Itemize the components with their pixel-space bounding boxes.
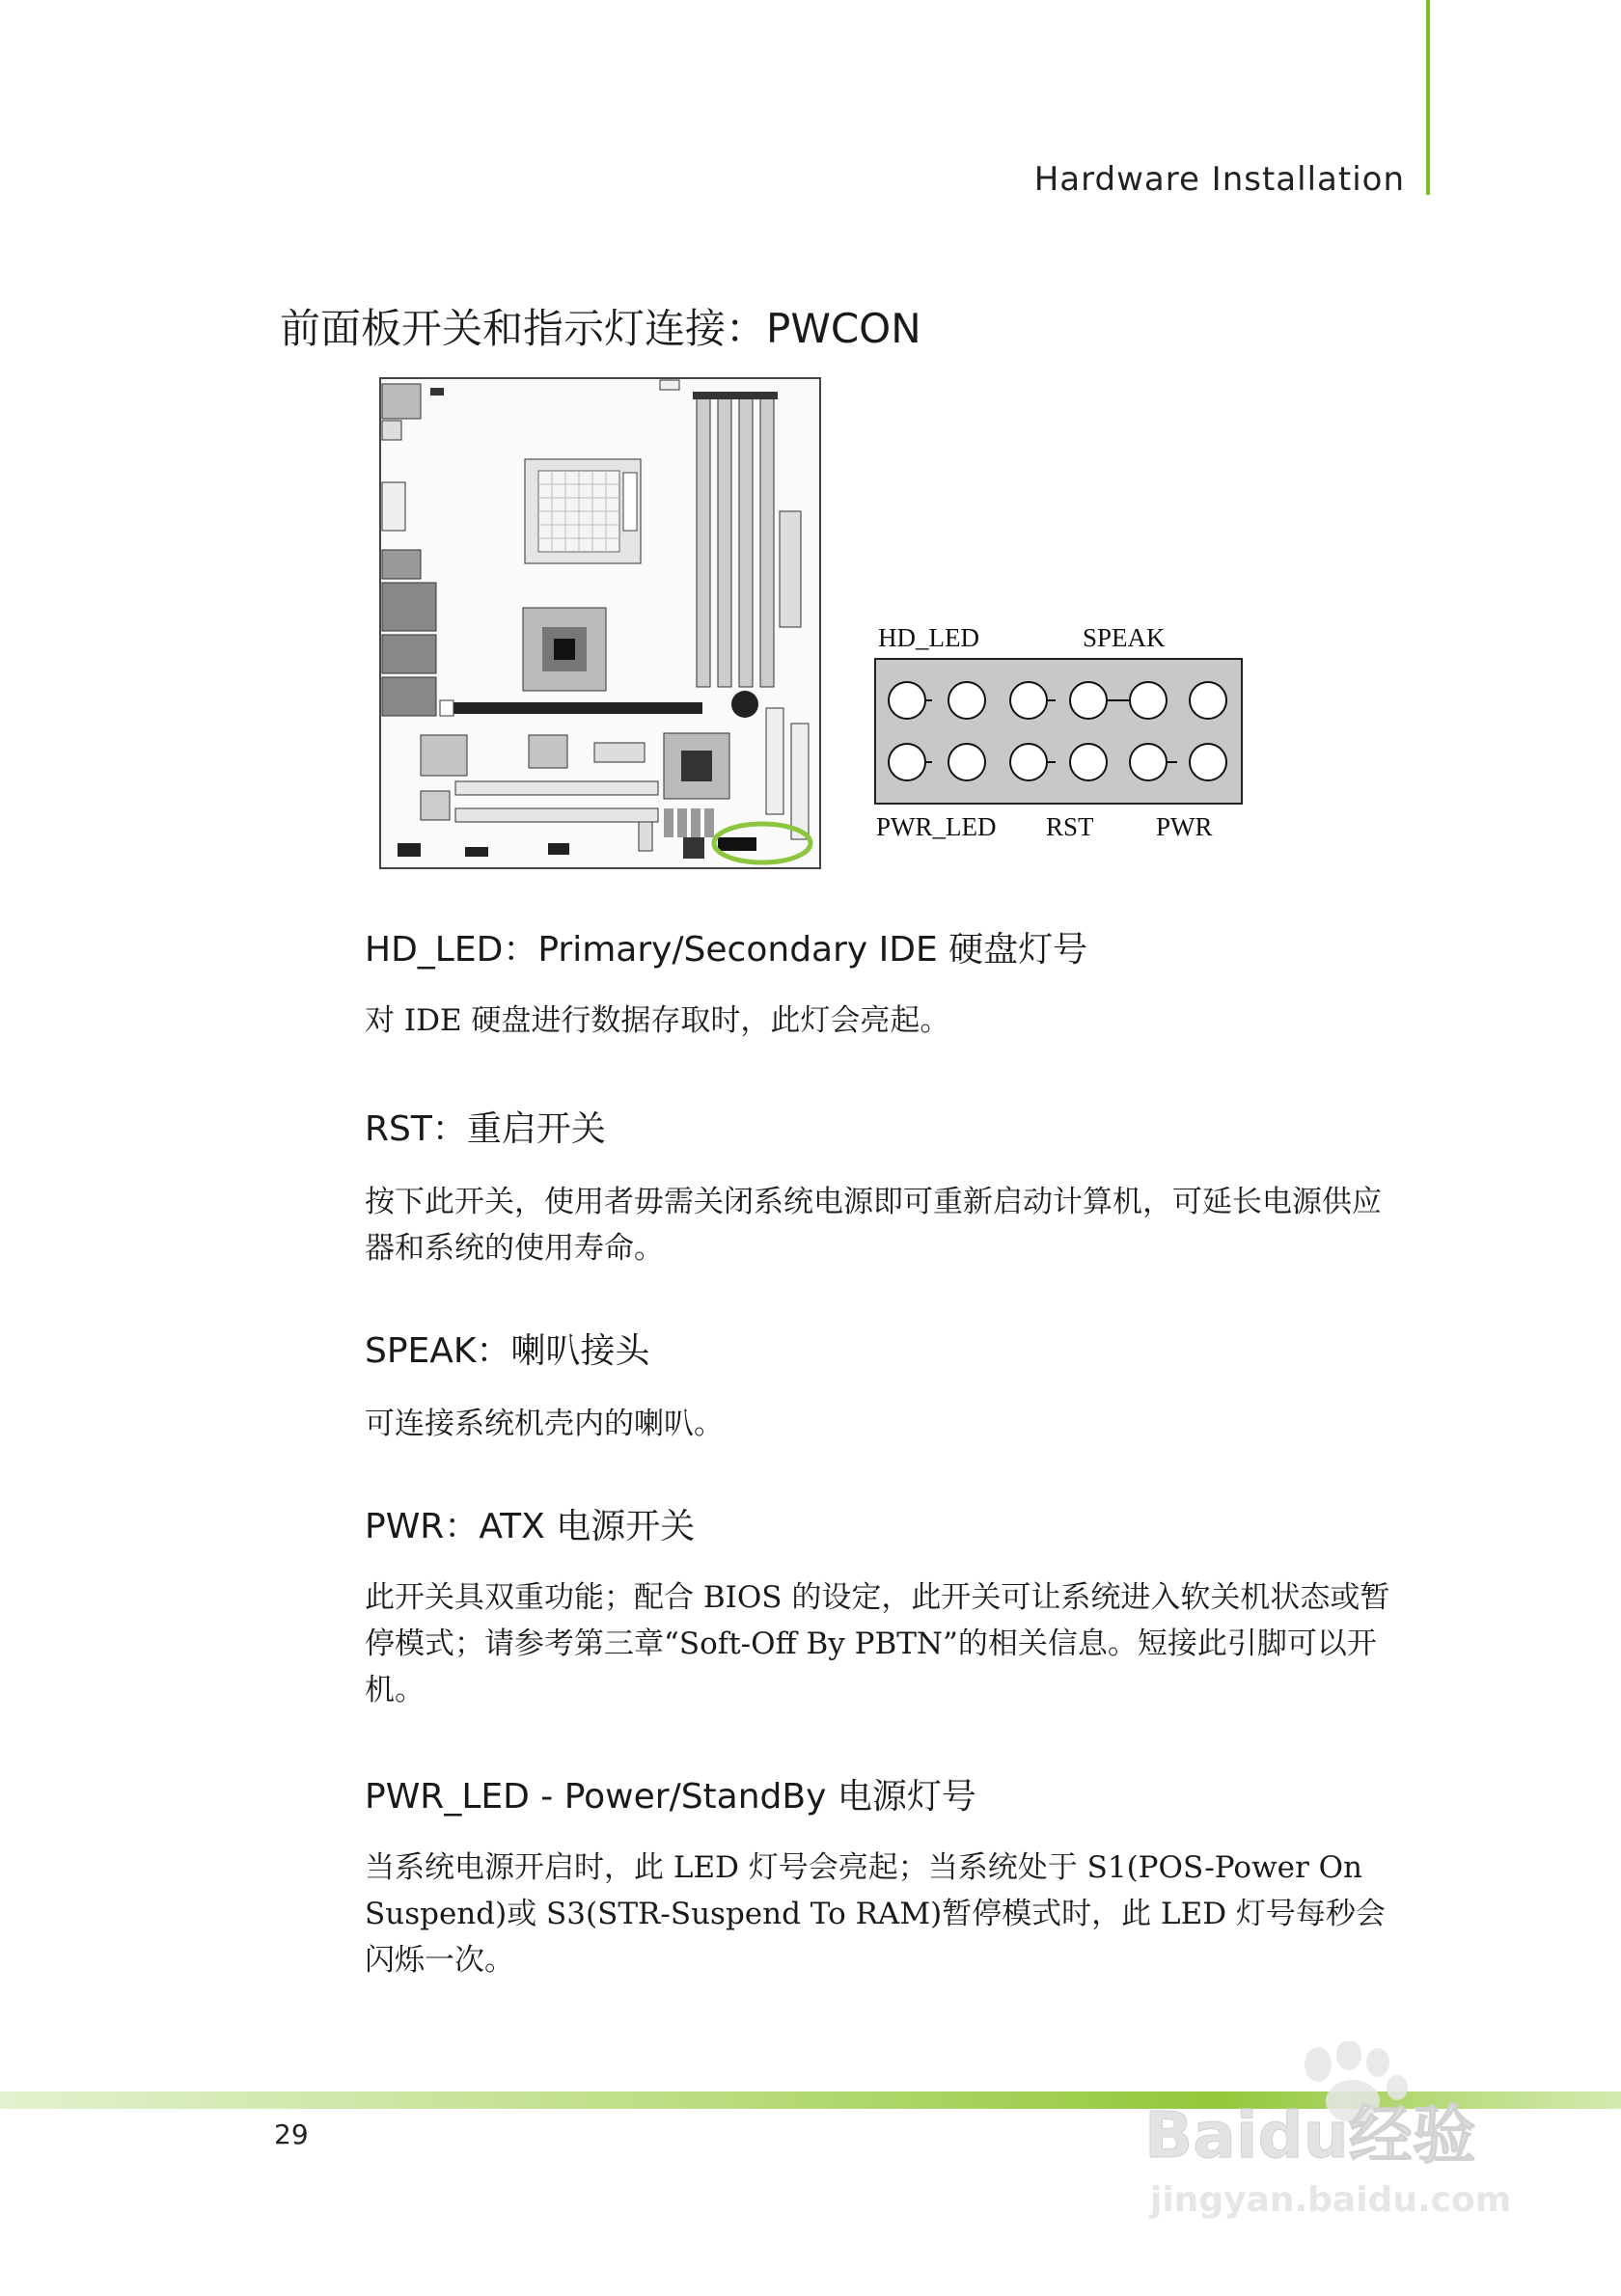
item-title-pwr-led: PWR_LED - Power/StandBy 电源灯号 xyxy=(365,1777,976,1817)
item-title-hd-led: HD_LED：Primary/Secondary IDE 硬盘灯号 xyxy=(365,930,1088,970)
baidu-watermark xyxy=(1135,2041,1540,2225)
item-title-pwr: PWR：ATX 电源开关 xyxy=(365,1507,696,1546)
accent-vertical-rule xyxy=(1426,0,1430,195)
pin-label-rst: RST xyxy=(1046,812,1094,841)
page-number: 29 xyxy=(274,2118,309,2150)
motherboard-diagram xyxy=(378,376,822,870)
watermark-url: jingyan.baidu.com xyxy=(1150,2180,1512,2220)
pin-label-pwr: PWR xyxy=(1156,812,1213,841)
pin-label-pwr-led: PWR_LED xyxy=(876,812,997,841)
item-body-pwr-led: 当系统电源开启时，此 LED 灯号会亮起；当系统处于 S1(POS-Power On Suspend)或 S3(STR-Suspend To RAM)暂停模式时，此 LED 灯号每秒会闪烁一次。 xyxy=(365,1850,1386,1978)
pwcon-pin-header xyxy=(874,658,1243,805)
section-title: 前面板开关和指示灯连接：PWCON xyxy=(280,305,921,352)
running-header: Hardware Installation xyxy=(1033,160,1405,199)
pin-label-hd-led: HD_LED xyxy=(878,623,979,652)
item-body-speak: 可连接系统机壳内的喇叭。 xyxy=(365,1407,724,1441)
item-title-speak: SPEAK：喇叭接头 xyxy=(365,1331,650,1371)
pin-label-speak: SPEAK xyxy=(1083,623,1166,652)
item-body-hd-led: 对 IDE 硬盘进行数据存取时，此灯会亮起。 xyxy=(365,1003,950,1038)
item-title-rst: RST：重启开关 xyxy=(365,1109,606,1149)
item-body-rst: 按下此开关，使用者毋需关闭系统电源即可重新启动计算机，可延长电源供应器和系统的使用寿命。 xyxy=(365,1185,1382,1266)
watermark-brand: Baidu经验 xyxy=(1144,2098,1476,2173)
item-body-pwr: 此开关具双重功能；配合 BIOS 的设定，此开关可让系统进入软关机状态或暂停模式；请参考第三章“Soft-Off By PBTN”的相关信息。短接此引脚可以开机。 xyxy=(365,1580,1390,1708)
